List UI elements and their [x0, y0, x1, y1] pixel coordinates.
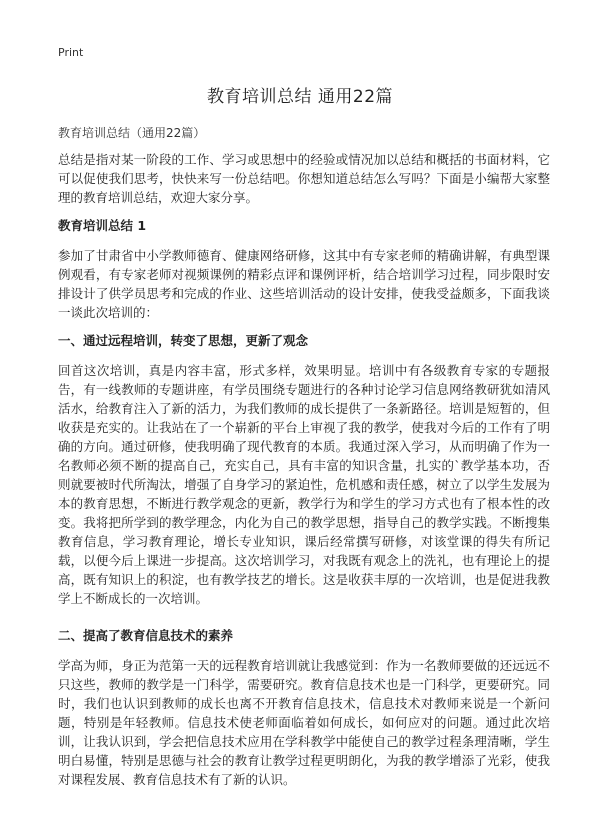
document-title: 教育培训总结 通用22篇 — [206, 87, 394, 107]
intro-paragraph: 总结是指对某一阶段的工作、学习或思想中的经验或情况加以总结和概括的书面材料，它可以促使我们思考，快快来写一份总结吧。你想知道总结怎么写吗？下面是小编帮大家整理的教育培训总结，欢迎大家分享。 — [58, 152, 550, 205]
part-1-paragraph: 回首这次培训，真是内容丰富，形式多样，效果明显。培训中有各级教育专家的专题报告，有一线教师的专题讲座，有学员围绕专题进行的各种讨论学习信息网络教研犹如清风活水，给教育注入了新的活力，为我们教师的成长提供了一条新路径。培训是短暂的，但收获是充实的。让我站在了一个崭新的平台上审视了我的教学，使我对今后的工作有了明确的方向。通过研修，使我明确了现代教育的本质。我通过深入学习，从而明确了作为一名教师必须不断的提高自己，充实自己，具有丰富的知识含量，扎实的`教学基本功，否则就要被时代所淘汰，增强了自身学习的紧迫性，危机感和责任感，树立了以学生发展为本的教育思想，不断进行教学观念的更新，教学行为和学生的学习方式也有了根本性的改变。我将把所学到的教学理念，内化为自己的教学思想，指导自己的教学实践。不断搜集教育信息，学习教育理论，增长专业知识，课后经常撰写研修，对该堂课的得失有所记载，以便今后上课进一步提高。这次培训学习，对我既有观念上的洗礼，也有理论上的提高，既有知识上的积淀，也有教学技艺的增长。这是收获丰厚的一次培训，也是促进我教学上不断成长的一次培训。 — [58, 363, 550, 606]
part-2-paragraph: 学高为师，身正为范第一天的远程教育培训就让我感觉到：作为一名教师要做的还远远不只这些，教师的教学是一门科学，需要研究。教育信息技术也是一门科学，更要研究。同时，我们也认识到教师的成长也离不开教育信息技术，信息技术对教师来说是一个新问题，特别是年轻教师。信息技术使老师面临着如何成长，如何应对的问题。通过此次培训，让我认识到，学会把信息技术应用在学科教学中能使自己的教学过程条理清晰，学生明白易懂，特别是思德与社会的教育让教学过程更明朗化，为我的教学增添了光彩，使我对课程发展、教育信息技术有了新的认识。 — [58, 658, 550, 787]
part-2-heading: 二、提高了教育信息技术的素养 — [58, 628, 234, 643]
document-subtitle: 教育培训总结（通用22篇） — [58, 126, 206, 140]
part-1-heading: 一、通过远程培训，转变了思想，更新了观念 — [58, 333, 309, 348]
section-heading-1: 教育培训总结 1 — [58, 218, 147, 233]
section-1-paragraph: 参加了甘肃省中小学教师德育、健康网络研修，这其中有专家老师的精确讲解，有典型课例观看，有专家老师对视频课例的精彩点评和课例评析，结合培训学习过程，同步限时安排设计了供学员思考和完成的作业、这些培训活动的设计安排，使我受益颇多，下面我谈一谈此次培训的： — [58, 248, 550, 320]
print-link[interactable]: Print — [58, 46, 84, 59]
